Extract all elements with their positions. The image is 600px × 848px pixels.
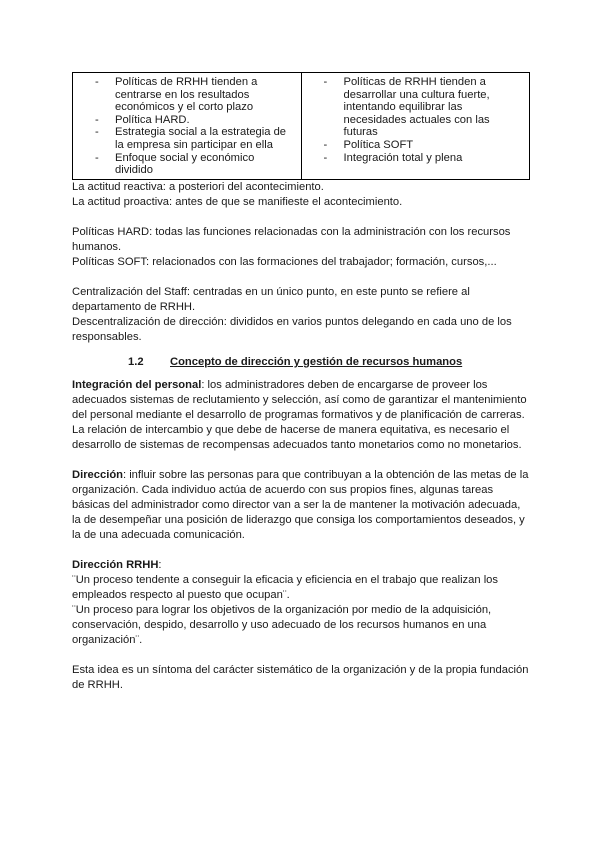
table-cell-left: [73, 73, 302, 180]
section-title: Concepto de dirección y gestión de recursos humanos: [170, 355, 463, 368]
term-suffix: :: [158, 558, 162, 571]
paragraph-closing: Esta idea es un síntoma del carácter sistemático de la organización y de la propia fundación de RRHH.: [72, 663, 529, 691]
paragraph-reactiva: La actitud reactiva: a posteriori del acontecimiento.: [72, 180, 324, 193]
list-item: - Políticas de RRHH tienden a desarrollar una cultura fuerte, intentando equilibrar las necesidades actuales con las futuras: [316, 76, 524, 139]
paragraph-soft: Políticas SOFT: relacionados con las formaciones del trabajador; formación, cursos,...: [72, 255, 497, 268]
list-item: - Política SOFT: [316, 139, 524, 152]
paragraph-centralizacion: Centralización del Staff: centradas en un único punto, en este punto se refiere al departamento de RRHH.: [72, 285, 470, 313]
section-number: 1.2: [128, 355, 144, 368]
table-cell-right: [301, 73, 530, 180]
section-heading: [72, 355, 530, 370]
term-integracion: Integración del personal: [72, 378, 202, 391]
paragraph-descentralizacion: Descentralización de dirección: divididos en varios puntos delegando en cada uno de los responsables.: [72, 315, 512, 343]
list-item: - Política HARD.: [87, 114, 295, 127]
paragraph-direccion-rrhh: [72, 558, 530, 573]
paragraph-integracion: [72, 378, 530, 453]
document-page: [72, 72, 530, 693]
right-list: [316, 76, 524, 164]
quote-2: ¨Un proceso para lograr los objetivos de la organización por medio de la adquisición, conservación, despido, desarrollo y uso adecuado de los recursos humanos en una organización¨.: [72, 603, 492, 646]
term-direccion-rrhh: Dirección RRHH: [72, 558, 159, 571]
quote-1: ¨Un proceso tendente a conseguir la eficacia y eficiencia en el trabajo que realizan los empleados respecto al puesto que ocupan¨.: [72, 573, 498, 601]
list-item: - Integración total y plena: [316, 152, 524, 165]
paragraph-direccion: [72, 468, 530, 543]
comparison-table: [72, 72, 530, 180]
term-direccion: Dirección: [72, 468, 123, 481]
text-integracion: : los administradores deben de encargarse de proveer los adecuados sistemas de reclutamiento y selección, así como de garantizar el mantenimiento del personal mediante el desarrollo de programas formativos y de planificación de carreras. La relación de intercambio y que debe de hacerse de manera equitativa, es necesario el desarrollo de sistemas de recompensas adecuados tanto monetarios como no monetarios.: [72, 378, 527, 451]
paragraph-proactiva: La actitud proactiva: antes de que se manifieste el acontecimiento.: [72, 195, 403, 208]
text-direccion: : influir sobre las personas para que contribuyan a la obtención de las metas de la organización. Cada individuo actúa de acuerdo con sus propios fines, algunas tareas básicas del administrador como director van a ser la de mantener la motivación adecuada, la de desempeñar una posición de liderazgo que consiga los comportamientos deseados, y la de una adecuada comunicación.: [72, 468, 529, 541]
list-item: - Políticas de RRHH tienden a centrarse en los resultados económicos y el corto plazo: [87, 76, 295, 114]
left-list: [87, 76, 295, 177]
list-item: - Enfoque social y económico dividido: [87, 152, 295, 177]
list-item: - Estrategia social a la estrategia de la empresa sin participar en ella: [87, 126, 295, 151]
paragraph-hard: Políticas HARD: todas las funciones relacionadas con la administración con los recursos humanos.: [72, 225, 511, 253]
